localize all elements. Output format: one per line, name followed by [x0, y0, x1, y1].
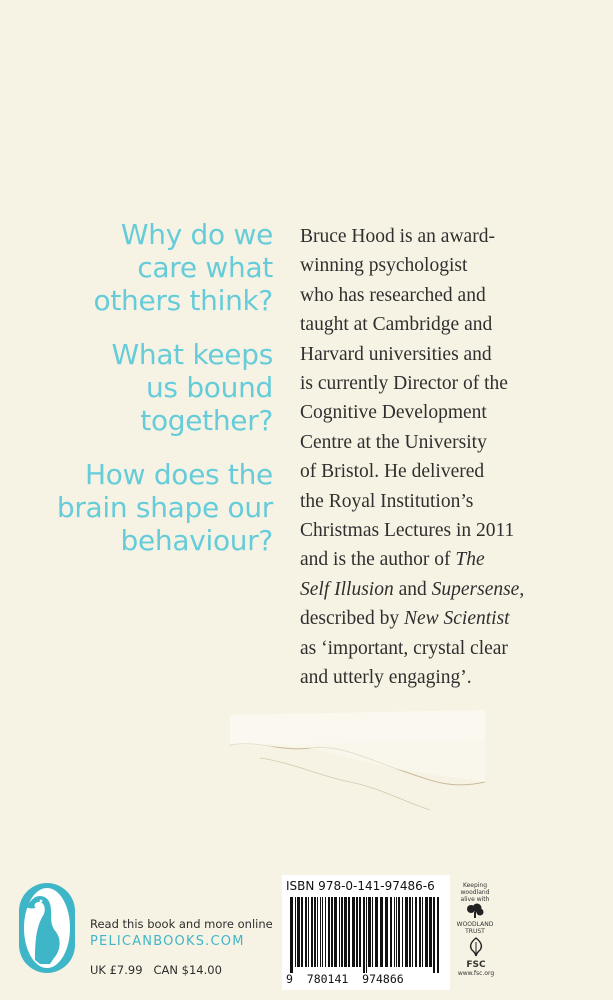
bio-line: [300, 545, 590, 574]
woodland-trust-logo: [455, 882, 495, 935]
question-3-line-1: How does the: [85, 458, 273, 491]
barcode-area: [282, 875, 450, 990]
bio-line: the Royal Institution’s: [300, 490, 474, 512]
bio-line: Bruce Hood is an award-: [300, 226, 495, 247]
fsc-url: www.fsc.org: [457, 970, 495, 977]
question-2-line-3: together?: [140, 404, 273, 437]
bio-line: who has researched and: [300, 284, 486, 306]
price-text: UK £7.99 CAN $14.00: [90, 963, 222, 977]
question-2-line-2: us bound: [145, 371, 273, 404]
woodland-caption: Keeping: [462, 882, 488, 889]
bio-text: and is the author of: [300, 549, 456, 571]
question-1-line-3: others think?: [93, 284, 273, 317]
author-bio: [300, 222, 590, 693]
bio-text: ,: [519, 578, 525, 600]
woodland-caption: alive with: [460, 896, 490, 903]
fsc-label: FSC: [466, 960, 486, 970]
fsc-logo: [457, 936, 495, 977]
bio-line: Harvard universities and: [300, 343, 492, 365]
tree-icon: [465, 903, 485, 919]
online-text: Read this book and more online: [90, 917, 273, 931]
question-3-line-2: brain shape our: [56, 491, 273, 524]
question-2: [13, 338, 273, 437]
book-title-italic: The: [455, 549, 485, 571]
fsc-tree-icon: [465, 936, 487, 958]
bio-line: as ‘important, crystal clear: [300, 637, 508, 659]
barcode-icon: [286, 897, 446, 973]
torn-sticker-residue: [230, 710, 485, 820]
bio-line: Christmas Lectures in 2011: [300, 520, 515, 542]
woodland-caption: woodland: [460, 889, 490, 896]
bio-line: is currently Director of the: [300, 373, 508, 395]
isbn-label: ISBN 978-0-141-97486-6: [286, 879, 435, 893]
question-1: [13, 218, 273, 317]
bio-line: of Bristol. He delivered: [300, 461, 485, 483]
bio-line: taught at Cambridge and: [300, 314, 493, 336]
question-block: [13, 218, 273, 578]
bio-line: winning psychologist: [300, 255, 468, 277]
bio-line: Centre at the University: [300, 431, 487, 453]
publisher-url[interactable]: PELICANBOOKS.COM: [90, 934, 245, 949]
bio-line: [300, 575, 590, 604]
question-1-line-2: care what: [137, 251, 273, 284]
bio-text: and: [393, 578, 432, 600]
pelican-logo-icon: [18, 882, 76, 974]
bio-line: and utterly engaging’.: [300, 667, 472, 689]
woodland-name: WOODLAND: [456, 921, 494, 928]
bio-text: described by: [300, 608, 404, 630]
question-3: [13, 458, 273, 557]
question-2-line-1: What keeps: [111, 338, 273, 371]
bio-line: Cognitive Development: [300, 402, 487, 424]
book-title-italic: Self Illusion: [300, 578, 394, 600]
bio-line: [300, 604, 590, 633]
question-1-line-1: Why do we: [120, 218, 273, 251]
barcode-number: 9 780141 974866: [286, 972, 404, 986]
book-title-italic: Supersense: [431, 578, 520, 600]
woodland-trust-text: TRUST: [465, 928, 485, 935]
question-3-line-3: behaviour?: [120, 524, 273, 557]
publication-name-italic: New Scientist: [403, 608, 510, 630]
